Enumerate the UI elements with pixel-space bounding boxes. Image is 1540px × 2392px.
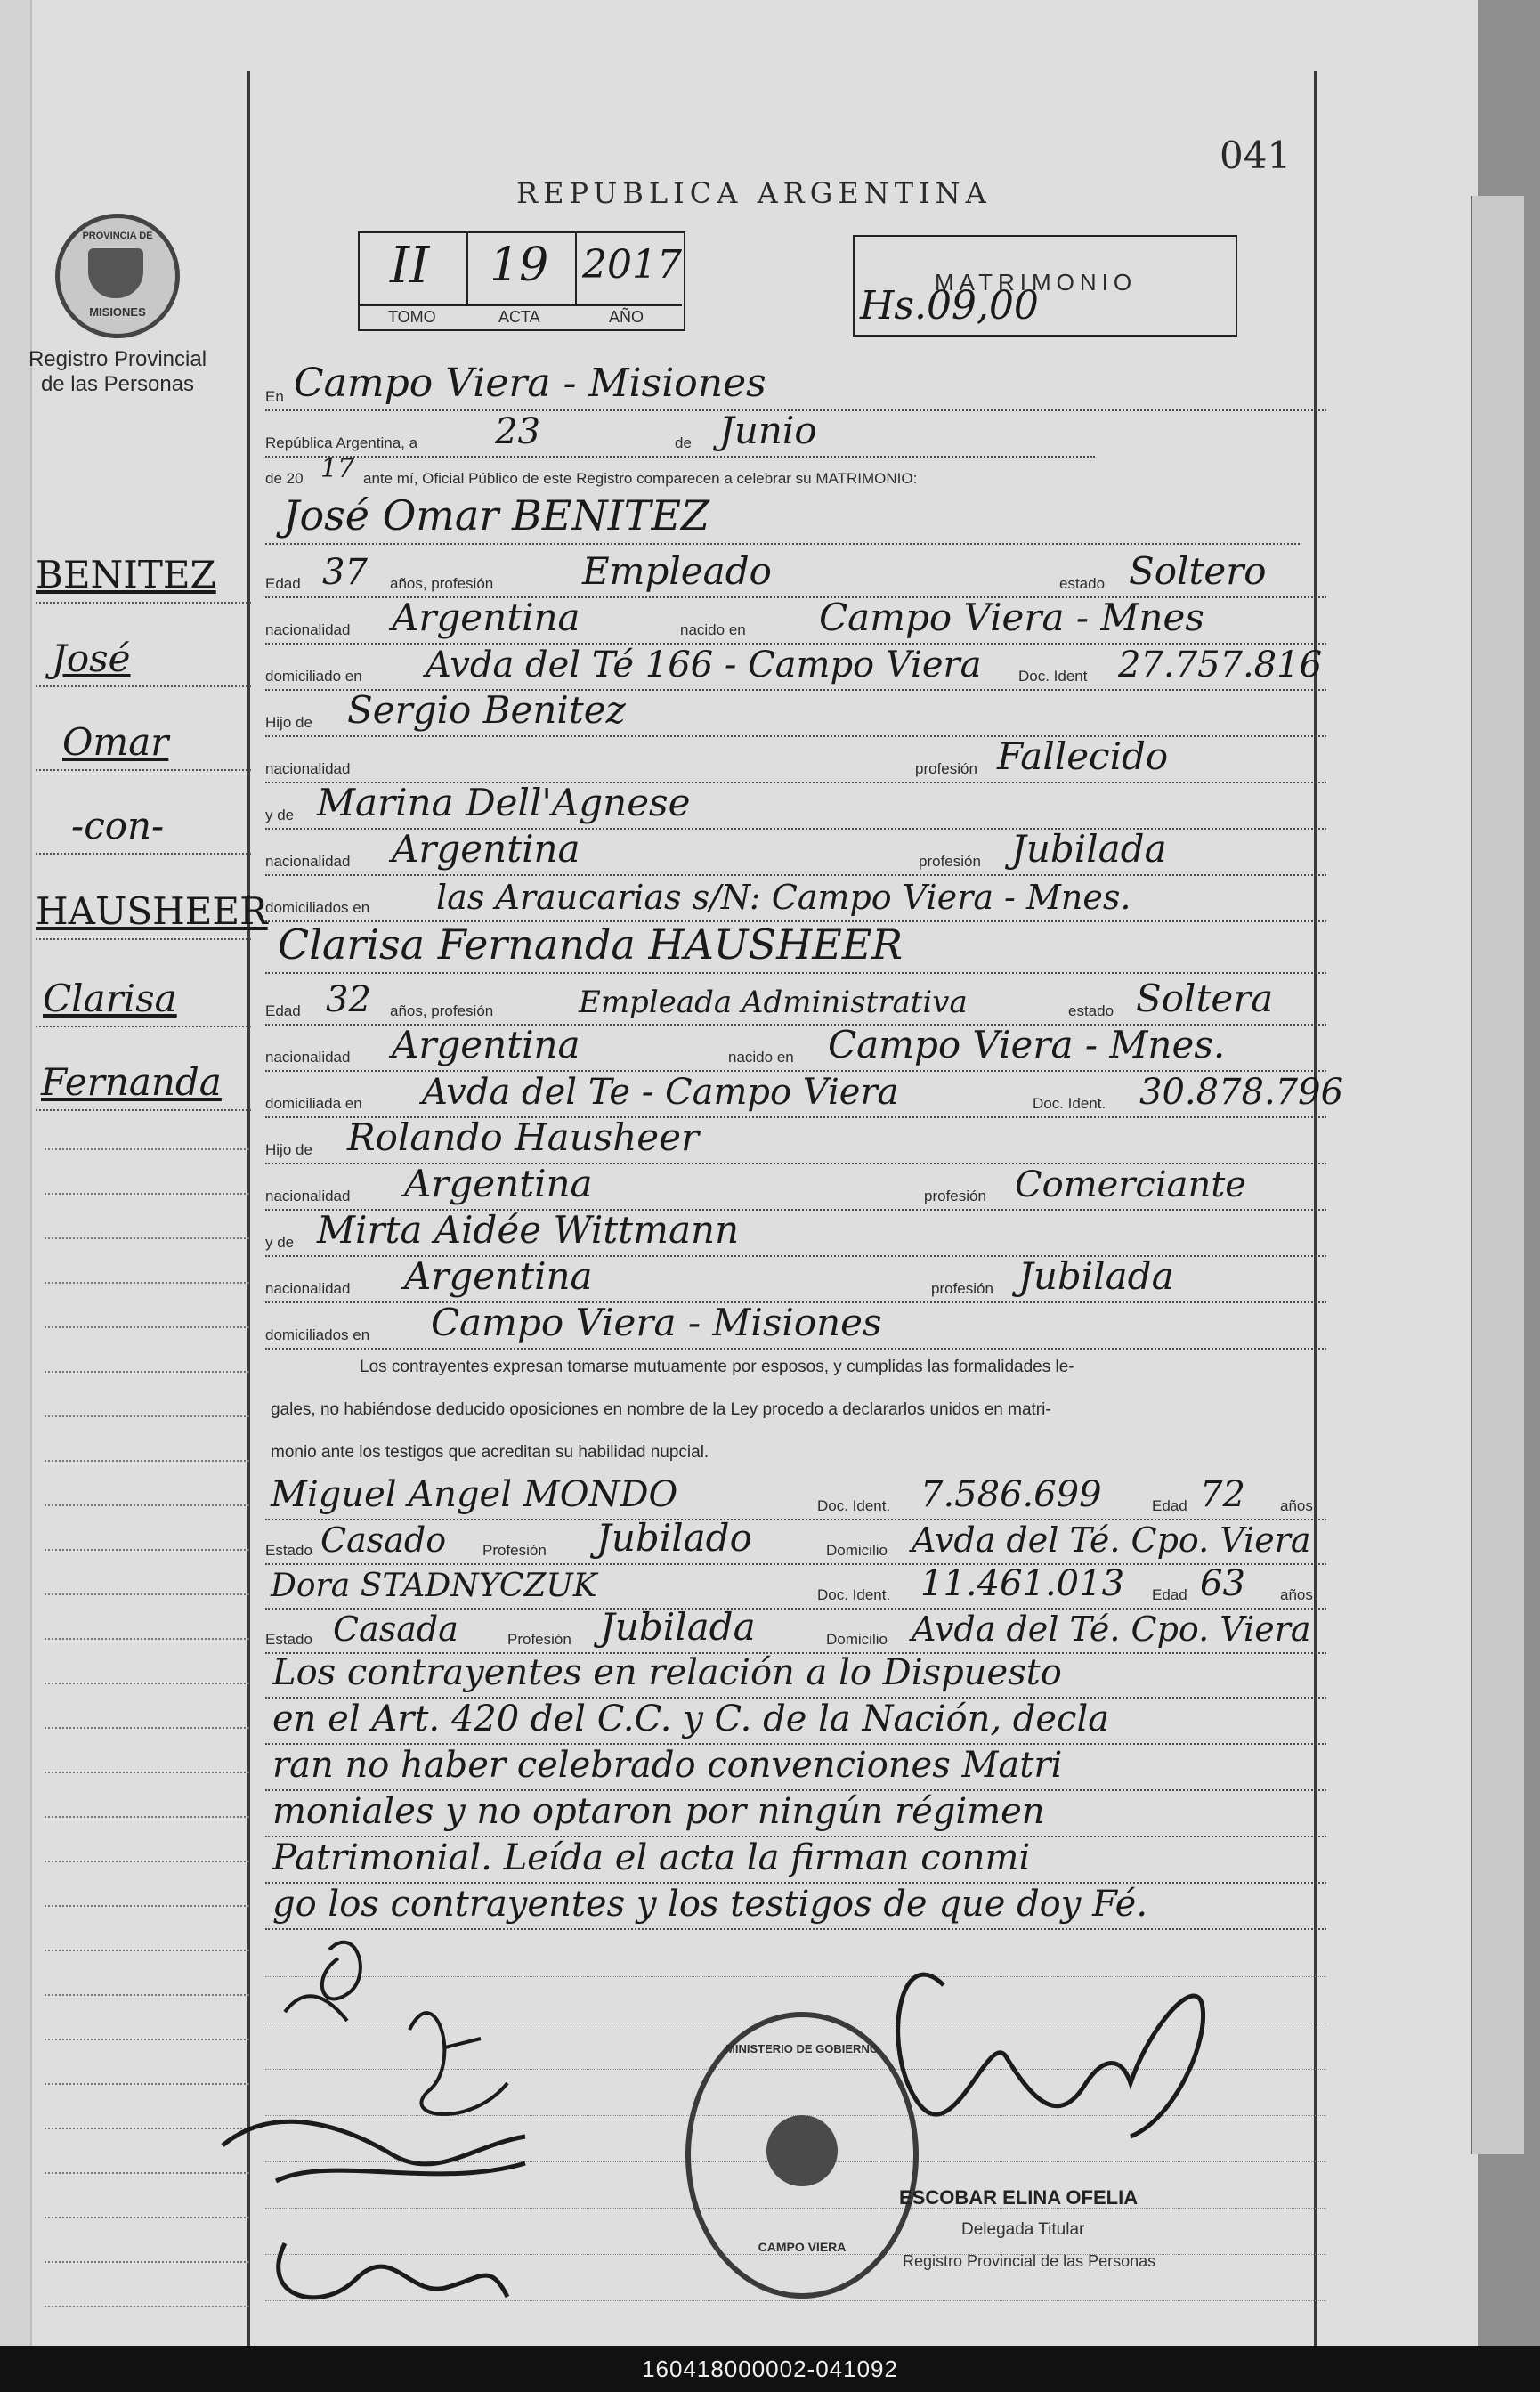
margin-name-3 xyxy=(36,974,251,1024)
bride-address-row xyxy=(265,1072,1344,1118)
groom-mother-prof-label: profesión xyxy=(919,853,981,870)
bride-dom-label: domiciliada en xyxy=(265,1095,362,1112)
republica-label: República Argentina, a xyxy=(265,434,418,451)
tomo-value: II xyxy=(390,237,430,295)
groom-birthplace: Campo Viera - Mnes xyxy=(819,596,1204,639)
witness-1-address: Avda del Té. Cpo. Viera xyxy=(912,1520,1311,1560)
bride-father-nat-row xyxy=(265,1164,1326,1211)
bride-edad-label: Edad xyxy=(265,1002,301,1019)
witness-2-civil-status: Casada xyxy=(333,1610,458,1649)
witness-1-prof-label: Profesión xyxy=(482,1542,547,1559)
stamp-text-top: MINISTERIO DE GOBIERNO xyxy=(725,2042,879,2055)
place-value: Campo Viera - Misiones xyxy=(294,361,766,406)
groom-parents-address: las Araucarias s/N: Campo Viera - Mnes. xyxy=(436,878,1131,917)
bride-parents-address: Campo Viera - Misiones xyxy=(431,1301,882,1344)
groom-nacido-label: nacido en xyxy=(680,621,746,638)
bride-father-nationality: Argentina xyxy=(404,1162,593,1205)
officer-title: Delegada Titular xyxy=(961,2220,1085,2239)
bride-mother-nat-label: nacionalidad xyxy=(265,1280,351,1297)
bride-father: Rolando Hausheer xyxy=(347,1115,700,1159)
witness-2-doc-label: Doc. Ident. xyxy=(817,1586,891,1603)
year-prefix-label: de 20 xyxy=(265,470,304,487)
groom-mother: Marina Dell'Agnese xyxy=(317,781,691,824)
en-label: En xyxy=(265,388,284,405)
seal-bottom-text: MISIONES xyxy=(89,305,146,319)
witness-1-row xyxy=(265,1474,1326,1520)
witness-2-detail-row xyxy=(265,1605,1326,1654)
groom-nationality: Argentina xyxy=(392,596,580,639)
month-value: Junio xyxy=(719,409,817,452)
groom-father-prof-label: profesión xyxy=(915,760,977,777)
ano-label: AÑO xyxy=(609,308,644,326)
margin-name-2-text: Omar xyxy=(62,720,169,764)
note-line-6: go los contrayentes y los testigos de que doy Fé. xyxy=(272,1884,1148,1925)
groom-address-row xyxy=(265,645,1326,691)
type-box xyxy=(853,235,1237,337)
witness-2-name: Dora STADNYCZUK xyxy=(271,1568,597,1604)
bride-age-row xyxy=(265,979,1326,1026)
witness-2-doc: 11.461.013 xyxy=(920,1563,1125,1604)
witness-1-name: Miguel Angel MONDO xyxy=(271,1474,678,1515)
signature-4 xyxy=(279,2243,507,2298)
groom-parents-address-row xyxy=(265,876,1326,922)
groom-mother-nat-label: nacionalidad xyxy=(265,853,351,870)
bride-mother-prof-label: profesión xyxy=(931,1280,993,1297)
bride-anos-label: años, profesión xyxy=(390,1002,494,1019)
note-line-4: moniales y no optaron por ningún régimen xyxy=(272,1791,1045,1832)
witness-1-estado-label: Estado xyxy=(265,1542,312,1559)
margin-connector xyxy=(36,801,251,851)
witness-1-edad-label: Edad xyxy=(1152,1497,1187,1514)
de-label: de xyxy=(675,434,692,451)
bride-profession: Empleada Administrativa xyxy=(579,985,968,1020)
document-id: 160418000002-041092 xyxy=(642,2356,898,2382)
witness-1-doc: 7.586.699 xyxy=(920,1474,1102,1515)
bride-domiciliados-label: domiciliados en xyxy=(265,1326,370,1343)
note-line xyxy=(265,1745,1326,1791)
note-line xyxy=(265,1837,1326,1884)
note-line-3: ran no haber celebrado convenciones Matri xyxy=(272,1745,1063,1786)
next-page-edge xyxy=(1471,196,1524,2154)
acta-value: 19 xyxy=(490,239,549,292)
groom-address: Avda del Té 166 - Campo Viera xyxy=(426,645,982,685)
margin-connector-text: -con- xyxy=(71,804,165,847)
ano-cell xyxy=(577,233,682,304)
bride-nat-row xyxy=(265,1023,1326,1072)
officer-row xyxy=(265,452,1326,493)
bride-hijo-label: Hijo de xyxy=(265,1141,312,1158)
groom-name-row xyxy=(265,491,1326,545)
groom-father-row xyxy=(265,688,1326,737)
note-line-2: en el Art. 420 del C.C. y C. de la Nación, decla xyxy=(272,1699,1110,1739)
bride-civil-status: Soltera xyxy=(1136,977,1274,1020)
day-value: 23 xyxy=(495,411,540,452)
tomo-label: TOMO xyxy=(388,308,436,326)
witness-2-row xyxy=(265,1563,1326,1610)
note-line xyxy=(265,1652,1326,1699)
witness-1-profession: Jubilado xyxy=(596,1516,752,1560)
bride-father-profession: Comerciante xyxy=(1015,1164,1246,1205)
groom-anos-label: años, profesión xyxy=(390,575,494,592)
record-box xyxy=(358,231,685,331)
groom-father-profession: Fallecido xyxy=(997,734,1169,778)
year-suffix-value: 17 xyxy=(320,453,355,484)
groom-mother-profession: Jubilada xyxy=(1011,827,1167,871)
margin-surname-2 xyxy=(36,887,268,937)
bride-age: 32 xyxy=(326,979,371,1020)
margin-surname-2-text: HAUSHEER xyxy=(36,889,268,933)
margin-surname-1-text: BENITEZ xyxy=(36,553,216,596)
page-number: 041 xyxy=(1220,134,1292,177)
bride-father-nat-label: nacionalidad xyxy=(265,1188,351,1204)
officer-name: ESCOBAR ELINA OFELIA xyxy=(899,2186,1139,2209)
acta-cell xyxy=(468,233,577,304)
legal-line-2: gales, no habiéndose deducido oposiciones en nombre de la Ley procedo a declararlos unidos en matri- xyxy=(271,1400,1051,1419)
provincial-seal xyxy=(55,214,180,338)
note-line-5: Patrimonial. Leída el acta la firman conmi xyxy=(272,1837,1031,1878)
official-stamp xyxy=(685,2012,919,2299)
groom-hijo-label: Hijo de xyxy=(265,714,312,731)
signature-3 xyxy=(223,2121,525,2181)
record-box-divider xyxy=(360,304,682,306)
note-line-1: Los contrayentes en relación a lo Dispuesto xyxy=(272,1652,1062,1693)
groom-father: Sergio Benitez xyxy=(347,688,626,732)
bride-nacido-label: nacido en xyxy=(728,1049,794,1066)
bride-doc: 30.878.796 xyxy=(1139,1072,1344,1113)
stamp-shield-icon xyxy=(766,2115,838,2186)
groom-full-name: José Omar BENITEZ xyxy=(283,491,709,539)
groom-father-nat-row xyxy=(265,734,1326,783)
note-line xyxy=(265,1791,1326,1837)
seal-shield-icon xyxy=(88,248,143,298)
signature-5 xyxy=(898,1974,1204,2137)
type-label: MATRIMONIO xyxy=(935,269,1138,296)
groom-domiciliados-label: domiciliados en xyxy=(265,899,370,916)
bride-name-row xyxy=(265,922,1326,974)
witness-1-doc-label: Doc. Ident. xyxy=(817,1497,891,1514)
groom-mother-nationality: Argentina xyxy=(392,827,580,871)
witness-2-estado-label: Estado xyxy=(265,1631,312,1648)
seal-top-text: PROVINCIA DE xyxy=(82,231,153,241)
ano-value: 2017 xyxy=(582,242,682,288)
witness-2-profession: Jubilada xyxy=(600,1605,756,1649)
hour-value: Hs.09,00 xyxy=(860,283,1039,328)
groom-profession: Empleado xyxy=(582,549,772,593)
margin-name-4 xyxy=(36,1058,251,1107)
groom-age: 37 xyxy=(322,552,368,593)
groom-mother-row xyxy=(265,783,1326,830)
groom-doc: 27.757.816 xyxy=(1118,645,1323,685)
witness-2-anos-label: años xyxy=(1280,1586,1313,1603)
legal-line-3: monio ante los testigos que acreditan su habilidad nupcial. xyxy=(271,1443,709,1462)
margin-name-4-text: Fernanda xyxy=(41,1060,222,1104)
note-line xyxy=(265,1699,1326,1745)
margin-name-1 xyxy=(36,634,251,684)
witness-1-dom-label: Domicilio xyxy=(826,1542,888,1559)
bride-mother-nat-row xyxy=(265,1254,1326,1303)
groom-civil-status: Soltero xyxy=(1129,549,1267,593)
witness-2-address: Avda del Té. Cpo. Viera xyxy=(912,1610,1311,1649)
bride-parents-address-row xyxy=(265,1303,1326,1350)
bride-nac-label: nacionalidad xyxy=(265,1049,351,1066)
signature-1 xyxy=(285,1942,361,2021)
margin-name-1-text: José xyxy=(52,637,131,680)
groom-nat-row xyxy=(265,598,1326,645)
groom-mother-nat-row xyxy=(265,827,1326,876)
bride-mother-profession: Jubilada xyxy=(1018,1254,1174,1298)
officer-text: ante mí, Oficial Público de este Registro comparecen a celebrar su MATRIMONIO: xyxy=(363,470,918,487)
margin-name-2 xyxy=(36,718,251,767)
witness-2-prof-label: Profesión xyxy=(507,1631,571,1648)
witness-1-anos-label: años xyxy=(1280,1497,1313,1514)
acta-label: ACTA xyxy=(498,308,540,326)
document-id-bar xyxy=(0,2346,1540,2392)
witness-1-age: 72 xyxy=(1200,1474,1245,1515)
bride-address: Avda del Te - Campo Viera xyxy=(422,1072,899,1113)
bride-yde-label: y de xyxy=(265,1234,295,1251)
groom-nac-label: nacionalidad xyxy=(265,621,351,638)
groom-age-row xyxy=(265,549,1326,598)
tomo-cell xyxy=(360,233,468,304)
groom-father-nat-label: nacionalidad xyxy=(265,760,351,777)
bride-mother: Mirta Aidée Wittmann xyxy=(317,1208,740,1252)
bride-estado-label: estado xyxy=(1068,1002,1114,1019)
witness-2-edad-label: Edad xyxy=(1152,1586,1187,1603)
stamp-text-bottom: CAMPO VIERA xyxy=(758,2240,847,2254)
date-row xyxy=(265,411,1326,458)
signature-2 xyxy=(409,2013,507,2114)
margin-surname-1 xyxy=(36,550,251,600)
bride-doc-label: Doc. Ident. xyxy=(1033,1095,1106,1112)
groom-doc-label: Doc. Ident xyxy=(1018,668,1088,685)
place-row xyxy=(265,361,1326,411)
bride-full-name: Clarisa Fernanda HAUSHEER xyxy=(278,920,903,969)
bride-father-row xyxy=(265,1115,1326,1164)
bride-mother-row xyxy=(265,1208,1326,1257)
country-title: REPUBLICA ARGENTINA xyxy=(516,176,992,210)
legal-line-1: Los contrayentes expresan tomarse mutuamente por esposos, y cumplidas las formalidades le- xyxy=(360,1358,1074,1376)
witness-2-dom-label: Domicilio xyxy=(826,1631,888,1648)
bride-birthplace: Campo Viera - Mnes. xyxy=(828,1023,1226,1066)
margin-name-3-text: Clarisa xyxy=(43,977,177,1020)
groom-dom-label: domiciliado en xyxy=(265,668,362,685)
bride-nationality: Argentina xyxy=(392,1023,580,1066)
registry-name: Registro Provincial de las Personas xyxy=(28,347,207,396)
bride-father-prof-label: profesión xyxy=(924,1188,986,1204)
officer-office: Registro Provincial de las Personas xyxy=(903,2252,1156,2270)
groom-edad-label: Edad xyxy=(265,575,301,592)
witness-1-civil-status: Casado xyxy=(320,1520,447,1560)
groom-estado-label: estado xyxy=(1059,575,1106,592)
bride-mother-nationality: Argentina xyxy=(404,1254,593,1298)
groom-yde-label: y de xyxy=(265,807,295,823)
witness-2-age: 63 xyxy=(1200,1563,1245,1604)
witness-1-detail-row xyxy=(265,1516,1326,1565)
